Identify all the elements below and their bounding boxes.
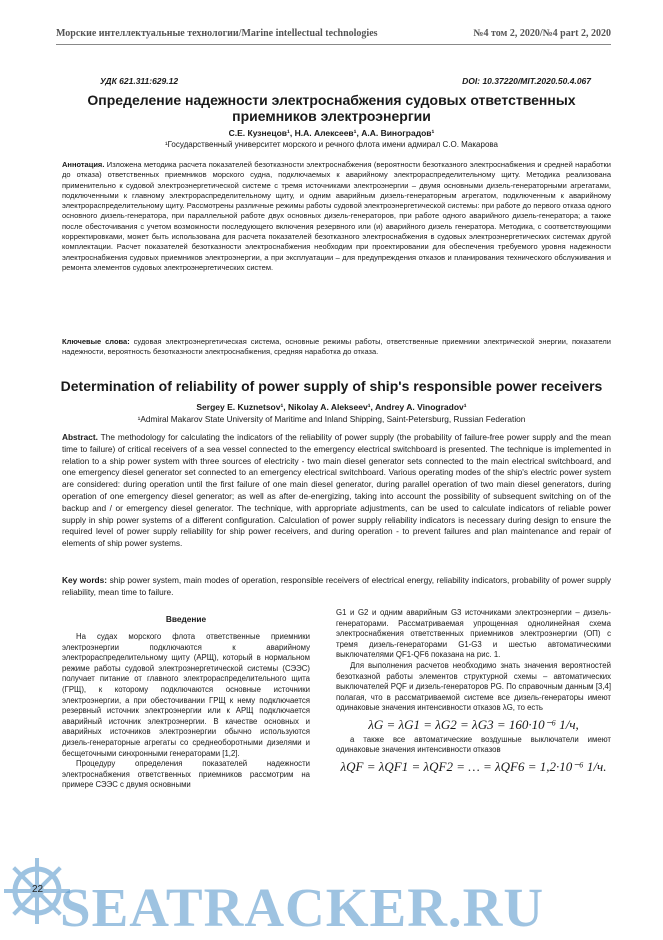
page-number: 22 <box>32 884 44 895</box>
running-header <box>56 28 611 39</box>
formula-lambda-qf: λQF = λQF1 = λQF2 = … = λQF6 = 1,2·10⁻⁶ 1/ч. <box>340 758 607 774</box>
keywords-text-ru: судовая электроэнергетическая система, основные режимы работы, ответственные приемники электрической энергии, показатели надежности, вероятность безотказности электроснабжения, средняя наработка до отказа. <box>62 337 611 357</box>
intro-paragraph-5: а также все автоматические воздушные выключатели имеют одинаковые значения интенсивности отказов <box>336 734 611 755</box>
section-heading-intro: Введение <box>165 614 207 624</box>
keywords-label-en: Key words: <box>62 575 108 585</box>
abstract-text-ru: Изложена методика расчета показателей безотказности электроснабжения (вероятности безотказного электроснабжения и средней наработки до отказа) ответственных приемников морского судна, подключаемых к аварийному электрораспределительному щиту. Методика реализована применительно к судовой электроэнергетической системе с тремя источниками электроэнергии – двумя основными дизель-генераторными агрегатами, подключенными к главному электрораспределительному щиту, и одним аварийным дизель-генераторным агрегатом, подключенным к аварийному электрораспределительному щиту. Рассмотрены различные режимы работы судовой электроэнергетической системы: при работе до первого отказа одного основного дизель-генератора, при параллельной работе двух основных дизель-генераторов, при работе одного аварийного дизель-генератора; а также после обесточивания с учетом возможности последующего включения резервного или (и) аварийного дизель генератора. Методика, с соответствующими корректировками, может быть использована для расчета показателей безотказного электроснабжения в судовых электроэнергетических системах другой комплектации. Расчет показателей безотказности электроснабжения необходим при проектировании для обеспечения требуемого уровня надежности электроснабжения судовых приемников электроэнергии, а при эксплуатации – для предупреждения отказов и планирования технического обслуживания и ремонта элементов судовых электроэнергетических систем. <box>62 160 612 272</box>
abstract-label-ru: Аннотация. <box>62 160 105 169</box>
udk-code: УДК 621.311:629.12 <box>100 76 179 86</box>
abstract-text-en: The methodology for calculating the indicators of the reliability of power supply (the probability of failure-free power supply and the mean time to failure) of critical receivers of a sea vessel connected to the emergency electrical switchboard is presented. The technique is implemented in relation to a ship power system with three sources of electricity - two main diesel generator sets connected to the main electrical switchboard, and one emergency diesel generator set connected to an emergency electrical switchboard. Various operating modes of the ship's electric power system are considered: during operation until the first failure of one main diesel generator, during parallel operation of two main diesel generators, during operation of one emergency diesel generator; as well as after de-energizing, taking into account the possibility of subsequent switching on of the backup and / or emergency diesel generator. The technique, with appropriate adjustments, can be used to calculate indicators of reliable power supply in ship power systems of a different configuration. Calculation of power supply reliability indicators is necessary during design to ensure the required level of power supply reliability for ship power receivers, and during operation - to prevent failures and plan maintenance and repair of elements of ship power systems. <box>62 432 611 549</box>
intro-paragraph-4: Для выполнения расчетов необходимо знать значения вероятностей безотказной работы элементов структурной схемы – автоматических выключателей PQF и дизель-генераторов PG. По справочным данным [3,4] полагая, что в рассматриваемой системе все дизель-генераторы имеют одинаковые значения интенсивности отказов λG, то есть <box>336 660 611 713</box>
intro-paragraph-2: Процедуру определения показателей надежности электроснабжения ответственных приемников рассмотрим на примере СЭЭС с двумя основными <box>62 759 310 790</box>
page-title-en: Determination of reliability of power supply of ship's responsible power receivers <box>60 378 603 394</box>
formula-lambda-g: λG = λG1 = λG2 = λG3 = 160·10⁻⁶ 1/ч, <box>368 716 579 732</box>
column-left <box>62 632 310 791</box>
keywords-ru <box>62 337 611 358</box>
column-right <box>336 608 611 776</box>
abstract-ru <box>62 160 611 273</box>
keywords-label-ru: Ключевые слова: <box>62 337 130 346</box>
journal-issue: №4 том 2, 2020/№4 part 2, 2020 <box>473 28 611 39</box>
keywords-en <box>62 575 611 599</box>
journal-title: Морские интеллектуальные технологии/Marine intellectual technologies <box>56 28 378 39</box>
page-title-ru: Определение надежности электроснабжения судовых ответственных приемников электроэнергии <box>87 92 576 124</box>
watermark-logo: SEATRACKER.RU <box>60 877 545 938</box>
abstract-label-en: Abstract. <box>62 432 98 442</box>
intro-paragraph-3: G1 и G2 и одним аварийным G3 источниками электроэнергии – дизель-генераторами. Рассматриваемая упрощенная однолинейная схема электроснабжения ответственных приемников электроэнергии (ОП) с тремя дизель-генераторами G1-G3 и шестью автоматическими выключателями QF1-QF6 показана на рис. 1. <box>336 608 611 660</box>
authors-ru: С.Е. Кузнецов¹, Н.А. Алексеев¹, А.А. Виноградов¹ <box>228 128 435 138</box>
abstract-en <box>62 432 611 550</box>
affiliation-en: ¹Admiral Makarov State University of Maritime and Inland Shipping, Saint-Petersburg, Russian Federation <box>137 414 526 424</box>
keywords-text-en: ship power system, main modes of operation, responsible receivers of electrical energy, reliability indicators, probability of power supply reliability, mean time to failure. <box>62 575 611 597</box>
affiliation-ru: ¹Государственный университет морского и речного флота имени адмирал С.О. Макарова <box>164 140 499 149</box>
intro-paragraph-1: На судах морского флота ответственные приемники электроэнергии подключаются к аварийному электрораспределительному щиту (АРЩ), который в нормальном режиме работы судовой электроэнергетической системы (СЭЭС) получает питание от главного электрораспределительного щита (ГРЩ), к которому подключаются основные источники электроэнергии, а при обесточивании ГРЩ к нему подключается резервный источник электроэнергии или к АРЩ подключается аварийный источник электроэнергии. В качестве основных и аварийных источников электроэнергии обычно используются дизель-генераторные агрегаты со среднеоборотными дизелями и бесщеточными синхронными генераторами [1,2]. <box>62 632 310 758</box>
authors-en: Sergey E. Kuznetsov¹, Nikolay A. Alekseev¹, Andrey A. Vinogradov¹ <box>196 402 467 412</box>
header-divider <box>56 44 611 45</box>
doi: DOI: 10.37220/MIT.2020.50.4.067 <box>462 76 591 86</box>
